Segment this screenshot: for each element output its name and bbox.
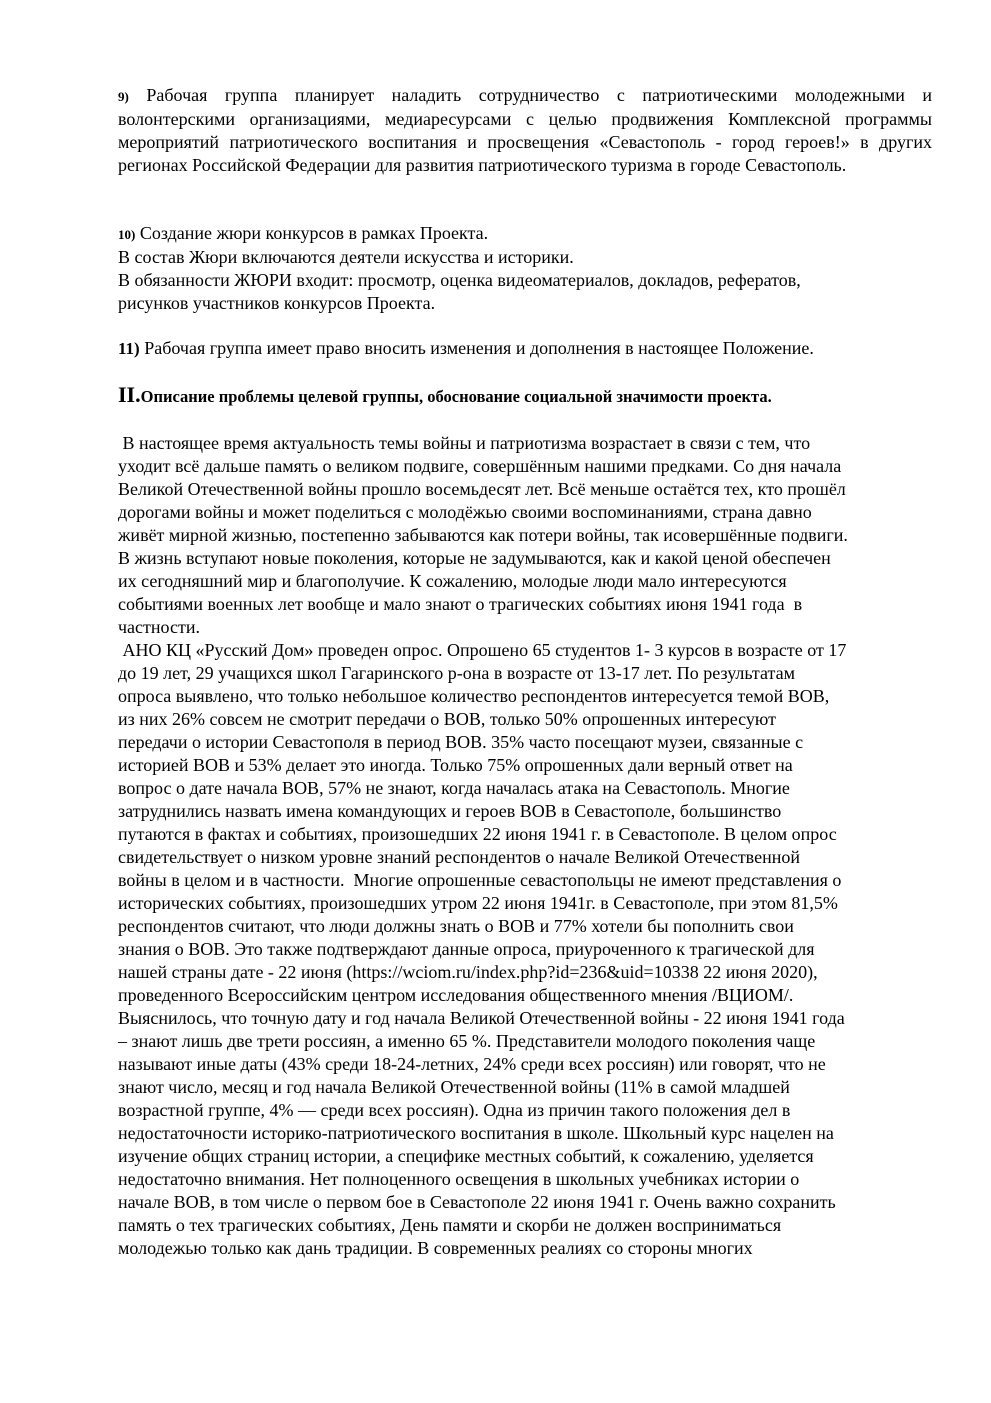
body-line: частности. [118,617,200,637]
body-line: опроса выявлено, что только небольшое количество респондентов интересуется темой ВОВ, [118,686,830,706]
item-10-line-2: В состав Жюри включаются деятели искусства и историки. [118,247,574,267]
body-line: до 19 лет, 29 учащихся школ Гагаринского р-она в возрасте от 13-17 лет. По результатам [118,663,795,683]
item-10-block [118,222,932,315]
body-line: затруднились назвать имена командующих и героев ВОВ в Севастополе, большинство [118,801,782,821]
body-line: войны в целом и в частности. Многие опрошенные севастопольцы не имеют представления о [118,870,842,890]
item-10-line-4: рисунков участников конкурсов Проекта. [118,293,436,313]
body-line: исторических событиях, произошедших утром 22 июня 1941г. в Севастополе, при этом 81,5% [118,893,838,913]
item-9-number: 9) [118,89,129,104]
body-line: живёт мирной жизнью, постепенно забываются как потери войны, так исовершённые подвиги. [118,525,848,545]
body-line: историей ВОВ и 53% делает это иногда. Только 75% опрошенных дали верный ответ на [118,755,793,775]
body-line: молодежью только как дань традиции. В современных реалиях со стороны многих [118,1238,753,1258]
body-line: недостаточности историко-патриотического воспитания в школе. Школьный курс нацелен на [118,1123,834,1143]
body-line: память о тех трагических событиях, День памяти и скорби не должен восприниматься [118,1215,782,1235]
body-line: проведенного Всероссийским центром исследования общественного мнения /ВЦИОМ/. [118,985,794,1005]
item-11-text: Рабочая группа имеет право вносить изменения и дополнения в настоящее Положение. [144,338,814,358]
body-line: из них 26% совсем не смотрит передачи о ВОВ, только 50% опрошенных интересуют [118,709,776,729]
body-line: респондентов считают, что люди должны знать о ВОВ и 77% хотели бы пополнить свои [118,916,794,936]
body-line: передачи о истории Севастополя в период ВОВ. 35% часто посещают музеи, связанные с [118,732,804,752]
body-line: изучение общих страниц истории, а специфике местных событий, к сожалению, уделяется [118,1146,814,1166]
body-line: вопрос о дате начала ВОВ, 57% не знают, когда началась атака на Севастополь. Многие [118,778,790,798]
item-10-line-1 [118,222,932,246]
body-line: АНО КЦ «Русский Дом» проведен опрос. Опрошено 65 студентов 1- 3 курсов в возрасте от 17 [118,640,847,660]
item-9-paragraph [118,84,932,177]
body-line: недостаточно внимания. Нет полноценного освещения в школьных учебниках истории о [118,1169,800,1189]
item-10-line-3: В обязанности ЖЮРИ входит: просмотр, оценка видеоматериалов, докладов, рефератов, [118,270,801,290]
body-line: возрастной группе, 4% — среди всех россиян). Одна из причин такого положения дел в [118,1100,791,1120]
body-line: знают число, месяц и год начала Великой Отечественной войны (11% в самой младшей [118,1077,790,1097]
body-line: знания о ВОВ. Это также подтверждают данные опроса, приуроченного к трагической для [118,939,815,959]
item-10-number: 10) [118,227,136,242]
body-line: В жизнь вступают новые поколения, которые не задумываются, как и какой ценой обеспечен [118,548,831,568]
body-line: уходит всё дальше память о великом подвиге, совершённым нашими предками. Со дня начала [118,456,842,476]
body-line: начале ВОВ, в том числе о первом бое в Севастополе 22 июня 1941 г. Очень важно сохранить [118,1192,836,1212]
body-line: событиями военных лет вообще и мало знают о трагических событиях июня 1941 года в [118,594,803,614]
item-9-text: Рабочая группа планирует наладить сотрудничество с патриотическими молодежными и волонтерскими организациями, медиаресурсами с целью продвижения Комплексной программы мероприятий патриотического воспитания и просвещения «Севастополь - город героев!» в других регионах Российской Федерации для развития патриотического туризма в городе Севастополь. [118,85,933,175]
body-line: свидетельствует о низком уровне знаний респондентов о начале Великой Отечественной [118,847,800,867]
body-line: их сегодняшний мир и благополучие. К сожалению, молодые люди мало интересуются [118,571,787,591]
item-11-number: 11) [118,339,140,358]
body-line: Великой Отечественной войны прошло восемьдесят лет. Всё меньше остаётся тех, кто прошёл [118,479,846,499]
body-line: путаются в фактах и событиях, произошедших 22 июня 1941 г. в Севастополе. В целом опрос [118,824,837,844]
body-line: нашей страны дате - 22 июня (https://wciom.ru/index.php?id=236&uid=10338 22 июня 2020), [118,962,818,982]
body-line: называют иные даты (43% среди 18-24-летних, 24% среди всех россиян) или говорят, что не [118,1054,826,1074]
item-11-paragraph [118,337,932,360]
section-2-heading [118,383,948,409]
body-line: Выяснилось, что точную дату и год начала Великой Отечественной войны - 22 июня 1941 года [118,1008,845,1028]
section-2-body [118,432,938,1260]
body-line: дорогами войны и может поделиться с молодёжью своими воспоминаниями, страна давно [118,502,812,522]
item-10-line-1-text: Создание жюри конкурсов в рамках Проекта. [139,223,489,243]
section-2-title: Описание проблемы целевой группы, обоснование социальной значимости проекта. [140,387,772,406]
section-2-roman: II. [118,382,141,407]
body-line: В настоящее время актуальность темы войны и патриотизма возрастает в связи с тем, что [118,433,811,453]
body-line: – знают лишь две трети россиян, а именно 65 %. Представители молодого поколения чаще [118,1031,816,1051]
